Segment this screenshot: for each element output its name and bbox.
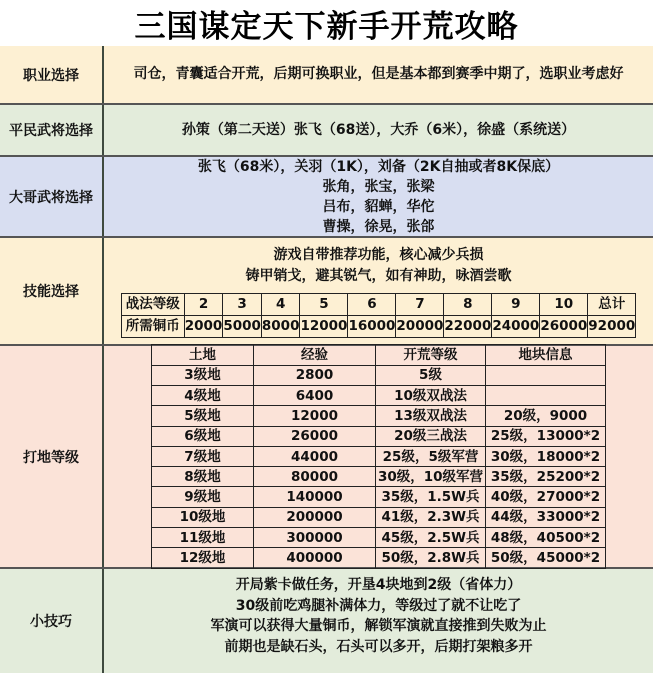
table-row xyxy=(152,528,606,548)
tip-line: 30级前吃鸡腿补满体力，等级过了就不让吃了 xyxy=(235,597,522,614)
table-row xyxy=(152,406,606,426)
table-cell: 35级，1.5W兵 xyxy=(376,487,486,507)
page-title: 三国谋定天下新手开荒攻略 xyxy=(0,0,653,48)
section-content-job xyxy=(104,46,653,103)
table-cell: 25级，13000*2 xyxy=(486,426,606,446)
section-content-civilian xyxy=(104,105,653,155)
table-cell: 92000 xyxy=(588,315,636,337)
table-cell: 8 xyxy=(444,293,492,315)
table-cell xyxy=(486,385,606,405)
table-row xyxy=(152,365,606,385)
skill-line: 游戏自带推荐功能，核心减少兵损 xyxy=(273,246,484,263)
table-cell: 9级地 xyxy=(152,487,254,507)
tip-line: 军演可以获得大量铜币，解锁军演就直接推到失败为止 xyxy=(210,618,547,634)
table-cell: 2000 xyxy=(184,315,223,337)
table-cell: 300000 xyxy=(254,528,376,548)
table-cell: 30级，18000*2 xyxy=(486,446,606,466)
table-cell: 2800 xyxy=(254,365,376,385)
table-header-cell: 土地 xyxy=(152,345,254,365)
section-job xyxy=(0,46,653,105)
table-cell: 10级双战法 xyxy=(376,385,486,405)
table-cell: 7 xyxy=(396,293,444,315)
table-cell: 20级，9000 xyxy=(486,406,606,426)
table-cell: 140000 xyxy=(254,487,376,507)
section-label-boss: 大哥武将选择 xyxy=(0,157,104,236)
table-cell: 8000 xyxy=(261,315,300,337)
table-cell: 48级，40500*2 xyxy=(486,528,606,548)
table-cell: 5000 xyxy=(223,315,262,337)
table-cell xyxy=(486,365,606,385)
table-header-cell: 战法等级 xyxy=(121,293,184,315)
boss-line: 张角，张宝，张梁 xyxy=(322,178,435,195)
table-cell: 20级三战法 xyxy=(376,426,486,446)
table-cell: 5级 xyxy=(376,365,486,385)
table-header-cell: 地块信息 xyxy=(486,345,606,365)
table-cell: 20000 xyxy=(396,315,444,337)
section-land-level xyxy=(0,346,653,569)
table-cell: 9 xyxy=(492,293,540,315)
table-cell: 6级地 xyxy=(152,426,254,446)
boss-line: 曹操，徐晃，张郃 xyxy=(322,218,435,235)
table-row xyxy=(152,548,606,568)
table-cell: 6400 xyxy=(254,385,376,405)
section-label-skill: 技能选择 xyxy=(0,238,104,344)
table-cell: 44000 xyxy=(254,446,376,466)
table-cell: 4级地 xyxy=(152,385,254,405)
section-civilian-generals xyxy=(0,105,653,157)
land-table xyxy=(151,344,606,568)
section-content-tips xyxy=(104,569,653,673)
table-row xyxy=(152,487,606,507)
section-content-skill xyxy=(104,238,653,344)
table-cell: 7级地 xyxy=(152,446,254,466)
table-cell: 12000 xyxy=(300,315,348,337)
table-cell: 总计 xyxy=(588,293,636,315)
table-cell: 44级，33000*2 xyxy=(486,507,606,527)
table-cell: 2 xyxy=(184,293,223,315)
table-cell: 5 xyxy=(300,293,348,315)
table-cell: 45级，2.5W兵 xyxy=(376,528,486,548)
table-cell: 26000 xyxy=(540,315,588,337)
table-row xyxy=(152,467,606,487)
table-cell: 26000 xyxy=(254,426,376,446)
table-cell: 12000 xyxy=(254,406,376,426)
table-cell: 25级，5级军营 xyxy=(376,446,486,466)
section-label-civilian: 平民武将选择 xyxy=(0,105,104,155)
table-cell: 40级，27000*2 xyxy=(486,487,606,507)
table-cell: 3 xyxy=(223,293,262,315)
table-cell: 3级地 xyxy=(152,365,254,385)
table-cell: 400000 xyxy=(254,548,376,568)
table-cell: 10 xyxy=(540,293,588,315)
section-content-land xyxy=(104,346,653,567)
table-cell: 8级地 xyxy=(152,467,254,487)
table-row xyxy=(121,315,636,337)
table-cell: 50级，45000*2 xyxy=(486,548,606,568)
table-cell: 6 xyxy=(348,293,396,315)
table-row xyxy=(121,293,636,315)
section-tips xyxy=(0,569,653,673)
boss-line: 吕布，貂蝉，华佗 xyxy=(322,198,435,215)
table-cell: 10级地 xyxy=(152,507,254,527)
table-row xyxy=(152,385,606,405)
table-cell: 41级，2.3W兵 xyxy=(376,507,486,527)
boss-line: 张飞（68米），关羽（1K），刘备（2K自抽或者8K保底） xyxy=(197,158,560,175)
table-header-cell: 开荒等级 xyxy=(376,345,486,365)
table-row xyxy=(152,507,606,527)
table-row xyxy=(152,426,606,446)
table-cell: 12级地 xyxy=(152,548,254,568)
table-cell: 80000 xyxy=(254,467,376,487)
table-cell: 13级双战法 xyxy=(376,406,486,426)
table-cell: 50级，2.8W兵 xyxy=(376,548,486,568)
table-header-cell: 经验 xyxy=(254,345,376,365)
section-boss-generals xyxy=(0,157,653,238)
table-cell: 24000 xyxy=(492,315,540,337)
skill-line: 铸甲销戈，避其锐气，如有神助，咏酒尝歌 xyxy=(245,267,512,284)
tip-line: 开局紫卡做任务，开垦4块地到2级（省体力） xyxy=(235,577,522,593)
section-label-job: 职业选择 xyxy=(0,46,104,103)
section-content-boss xyxy=(104,157,653,236)
job-text: 司仓，青囊适合开荒，后期可换职业，但是基本都到赛季中期了，选职业考虑好 xyxy=(133,66,624,82)
table-header-row xyxy=(152,345,606,365)
table-cell: 22000 xyxy=(444,315,492,337)
table-header-cell: 所需铜币 xyxy=(121,315,184,337)
table-cell: 11级地 xyxy=(152,528,254,548)
table-cell: 16000 xyxy=(348,315,396,337)
civilian-text: 孙策（第二天送）张飞（68送），大乔（6米），徐盛（系统送） xyxy=(181,121,576,138)
table-cell: 30级，10级军营 xyxy=(376,467,486,487)
section-label-land: 打地等级 xyxy=(0,346,104,567)
table-cell: 4 xyxy=(261,293,300,315)
section-label-tips: 小技巧 xyxy=(0,569,104,673)
table-cell: 200000 xyxy=(254,507,376,527)
tip-line: 前期也是缺石头，石头可以多开，后期打架粮多开 xyxy=(224,638,533,655)
skill-cost-table xyxy=(121,293,637,338)
table-row xyxy=(152,446,606,466)
table-cell: 35级，25200*2 xyxy=(486,467,606,487)
table-cell: 5级地 xyxy=(152,406,254,426)
section-skill xyxy=(0,238,653,346)
